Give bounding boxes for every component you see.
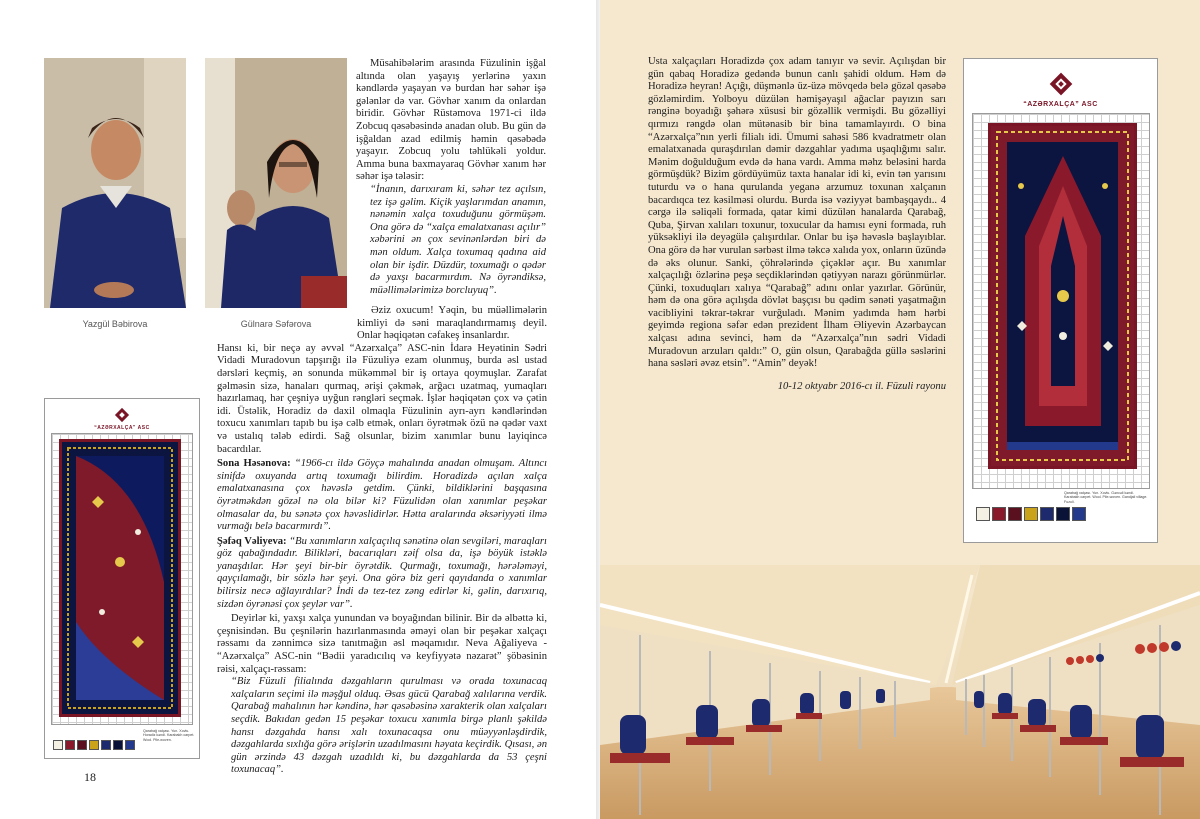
caption-yazgul: Yazgül Bəbirova xyxy=(82,319,148,329)
card-notes: Qarabağ xalçası. Yun. Xovlu. Gəncəli kəndi. Karabakh carpet. Wool. Pile-woven. Gandjali village. Fuzuli. xyxy=(1064,491,1148,504)
swatch xyxy=(125,740,135,750)
card-notes: Qarabağ xalçası. Yun. Xovlu. Horadiz kəndi. Karabakh carpet. Wool. Pile-woven. xyxy=(143,729,195,742)
article-signature: 10-12 oktyabr 2016-cı il. Füzuli rayonu xyxy=(777,380,946,392)
article-column-lower xyxy=(217,305,547,777)
page-number-left: 18 xyxy=(84,770,96,784)
swatch xyxy=(77,740,87,750)
weaver-portrait-1 xyxy=(44,58,186,308)
brand-label: “AZƏRXALÇA” ASC xyxy=(94,425,150,431)
speaker-name-sona: Sona Həsənova: xyxy=(217,458,291,470)
azerxalca-logo-icon xyxy=(114,407,130,423)
swatch xyxy=(1072,507,1086,521)
carpet-design xyxy=(59,439,181,717)
quote-neva: “Biz Füzuli filialında dəzgahların qurulması və orada toxunacaq xalçaların seçimi ilə məşğul olduq. Əsas gücü Qarabağ xalılarına verdik. Qarabağ mahalının hər kəndinə, hər qəsəbəsinə xarakterik olan xalçaları seçdik. Bakıdan gedən 15 peşəkar toxucu xanımla birgə planlı şəkildə hansı dəzgahda hansı xalı toxunacaqsa onu müəyyənləşdirdik, dəzgahlarda sıxlığa görə ərişlərin uzadılmasını həyata keçirdik. Qısası, ən gün ərzində 43 dəzgah uzadıldı ki, bu dəzgahlarda da 53 çeşni toxunacaq”. xyxy=(231,676,547,776)
swatch xyxy=(1056,507,1070,521)
brand-label: “AZƏRXALÇA” ASC xyxy=(1023,101,1098,108)
swatch xyxy=(992,507,1006,521)
swatch xyxy=(1040,507,1054,521)
carpet-card-left xyxy=(44,398,200,759)
article-column-upper xyxy=(356,58,546,297)
caption-gulnare: Gülnarə Səfərova xyxy=(240,319,312,329)
quote-govhar: “İnanın, darıxıram ki, səhər tez açılsın, tez işə gəlim. Kiçik yaşlarımdan anamın, nənəmin xalça toxuduğunu görmüşəm. Ona görə də “xalça emalatxanası açılır” xəbərini ən çox sevinənlərdən biri də mən oldum. Xalça toxumaq qadına aid olan bir işdir. Düzdür, toxumağı o qədər də yaxşı bacarmırdım. Nə öyrəndiksə, müəllimələrimizə borcluyuq”. xyxy=(370,183,546,296)
weaving-hall-photo xyxy=(600,565,1200,819)
photo-weaver-2 xyxy=(205,58,347,308)
paragraph-horadiz: Usta xalçaçıları Horadizdə çox adam tanıyır və sevir. Açılışdan bir gün qabaq Horadizə gedəndə bunun canlı şahidi oldum. Həm də Horadizə heyran! Açığı, düşmənlə üz-üzə mövqedə belə gözəl qəsəbə gözləmirdim. Yolboyu düzülən həmişəyaşıl ağaclar payızın sarı rənginə boyadığı şəhərə xüsusi bir gözəllik vermişdi. Bu gözəlliyi qırmızı rəngdə olan mütənasib bir bina tamamlayırdı. O bina “Azərxalça”nın yerli filialı idi. Ümumi sahəsi 586 kvadratmetr olan emalatxanada quraşdırılan dəmir dəzgahlar yadıma uşaqlığımı salır. Mənim doğulduğum evdə də hana vardı. Amma məhz beləsini harda görmüşdük? Bizim gördüyümüz taxta hanalar idi ki, evin tən yarısını tuturdu və o hana qurulanda yeganə arzumuz toxunan xalçanın bacardıqca tez kəsilməsi olurdu. Burda isə vəziyyət bambaşqaydı.. 4 cərgə ilə səliqəli formada, qatar kimi düzülən hanalarda Qarabağ, Quba, Şirvan xalıları toxunur, toxucular da hamısı eyni formada, ruh yüksəkliyi ilə deyəgülə çalışırdılar. Onlar bu işə həvəslə başlayıblar. Ona görə də hər vurulan sərbəst ilmə təkcə xalıda yox, onların üzündə də əks olunur. Sanki, çöhrələrində çiçəklər açır. Bu xanımlar xalçaçılığı özlərinə peşə seçdiklərindən qətiyyən narazı görünmürlər. Çünki, toxuduqları xalıya “Qarabağ” adını onlar yazırlar. Görünür, həm də ona görə açılışda dövlət başçısı bu qədim sənəti yaşatmağın vacibliyini təkrar-təkrar vurğuladı. Mənim yadımda həm hərbi geyimdə regiona səfər edən prezident İlham Əliyevin Azərbaycan xalçası adına sevinci, həm də “Azərxalça”nın sədri Vidadi Muradovun arzuları qaldı:” O, gün olsun, Qarabağda güllə səslərini hana səsləri əvəz etsin”. “Amin” deyək! xyxy=(648,56,946,370)
right-page xyxy=(600,0,1200,819)
swatch xyxy=(1008,507,1022,521)
speaker-block-sefeq xyxy=(217,536,547,612)
swatch xyxy=(89,740,99,750)
paragraph-mission: Hansı ki, bir neçə ay əvvəl “Azərxalça” ASC-nin İdarə Heyətinin Sədri Vidadi Muradovun tapşırığı ilə Füzuliyə ezam olunmuş, burda əsl ustad dərsləri keçmiş, ən sonunda mükəmməl bir iş ortaya qoymuşlar. Zarafat gəlməsin sizə, hanaları qurmaq, ərişi çəkmək, arğacı uzatmaq, yumaqları hazırlamaq, hər çeşniyə uyğun rəngləri seçmək. İşlər həqiqətən çox və çətin idi. Üstəlik, Horadiz də daxil olmaqla Füzulinin ayrı-ayrı kəndlərindən toxucu xanımları tapıb bu işə cəlb etmək, onları öyrətmək özü nə qədər vaxt və ustalıq tələb edirdi. Sağ olsunlar, bizim xanımlar bunu layiqincə bacardılar. xyxy=(217,342,547,455)
swatch xyxy=(101,740,111,750)
azerxalca-logo-icon xyxy=(1048,71,1074,97)
swatch xyxy=(1024,507,1038,521)
swatch xyxy=(53,740,63,750)
swatch xyxy=(113,740,123,750)
weaver-portrait-2 xyxy=(205,58,347,308)
photo-weaver-1 xyxy=(44,58,186,308)
speaker-quote-sefeq: “Bu xanımların xalçaçılıq sənətinə olan sevgiləri, maraqları göz qabağındadır. Bilikləri, bacarıqları zəif olsa da, işə böyük istəklə yanaşdılar. Hər şeyi bir-bir öyrətdik. Qurmağı, toxumağı, hərələməyi, qayçılamağı, bir sözlə hər şeyi. Ona görə biz geri qayıdanda o xanımlar bilirsiz necə ağlayırdılar? İndi də tez-tez zəng edirlər ki, gəlin, darıxırıq, sizdən öyrənəsi çox şeylər var”. xyxy=(217,535,547,610)
speaker-block-sona xyxy=(217,458,547,534)
carpet-pattern xyxy=(991,126,1134,466)
weaving-hall-illustration xyxy=(600,565,1200,819)
swatch xyxy=(976,507,990,521)
carpet-card-right xyxy=(963,58,1158,543)
swatch xyxy=(65,740,75,750)
paragraph-intro: Müsahibələrim arasında Füzulinin işğal altında olan yaşayış yerlərinə yaxın kəndlərdə yaşayan və burdan hər səhər işə gələnlər də var. Gövhər xanım da onlardan biridir. Gövhər Rüstəmova 1971-ci ildə Zobcuq qəsəbəsində anadan olub. Bu gün də işğaldan azad edilmiş həmin qəsəbədə yaşayır. Zobcuq yolu təhlükəli yoldur. Amma buna baxmayaraq Gövhər xanım hər səhər işə tələsir: xyxy=(356,58,546,183)
speaker-quote-sona: “1966-cı ildə Göyçə mahalında anadan olmuşam. Altıncı sinifdə oxuyanda artıq toxumağı bilirdim. Horadizdə açılan xalça emalatxanasına çox həvəslə getdim. Çünki, bildiklərini başqasına öyrətməkdən gözəl nə ola bilər ki? Füzulidən olan xanımlar peşəkar olmasalar da, bu sənətə çox həvəslidirlər. Hətta aralarında əksəriyyəti ilmə vurmağı belə bacarmırdı”. xyxy=(217,458,548,533)
carpet-design xyxy=(988,123,1137,469)
carpet-pattern xyxy=(62,442,178,714)
article-column-right xyxy=(648,56,946,393)
paragraph-teachers: Əziz oxucum! Yəqin, bu müəllimələrin kimliyi də səni maraqlandırmamış deyil. Onlar həqiqətən cəfakeş insanlardır. xyxy=(357,305,547,342)
paragraph-design: Deyirlər ki, yaxşı xalça yunundan və boyağından bilinir. Bir də əlbəttə ki, çeşnisindən. Bu çeşnilərin hazırlanmasında əməyi olan bir peşəkar xalçaçı rəssamı da zənnimcə sizə tanıtmağın əsl məqamıdır. Neva Ağaliyeva - “Azərxalça” ASC-nin “Bədii yaradıcılıq və keyfiyyətə nəzarət” şöbəsinin rəisi, xalçaçı-rəssam: xyxy=(217,613,547,675)
color-swatches xyxy=(976,507,1086,521)
speaker-name-sefeq: Şəfəq Vəliyeva: xyxy=(217,535,287,547)
color-swatches xyxy=(53,740,135,750)
